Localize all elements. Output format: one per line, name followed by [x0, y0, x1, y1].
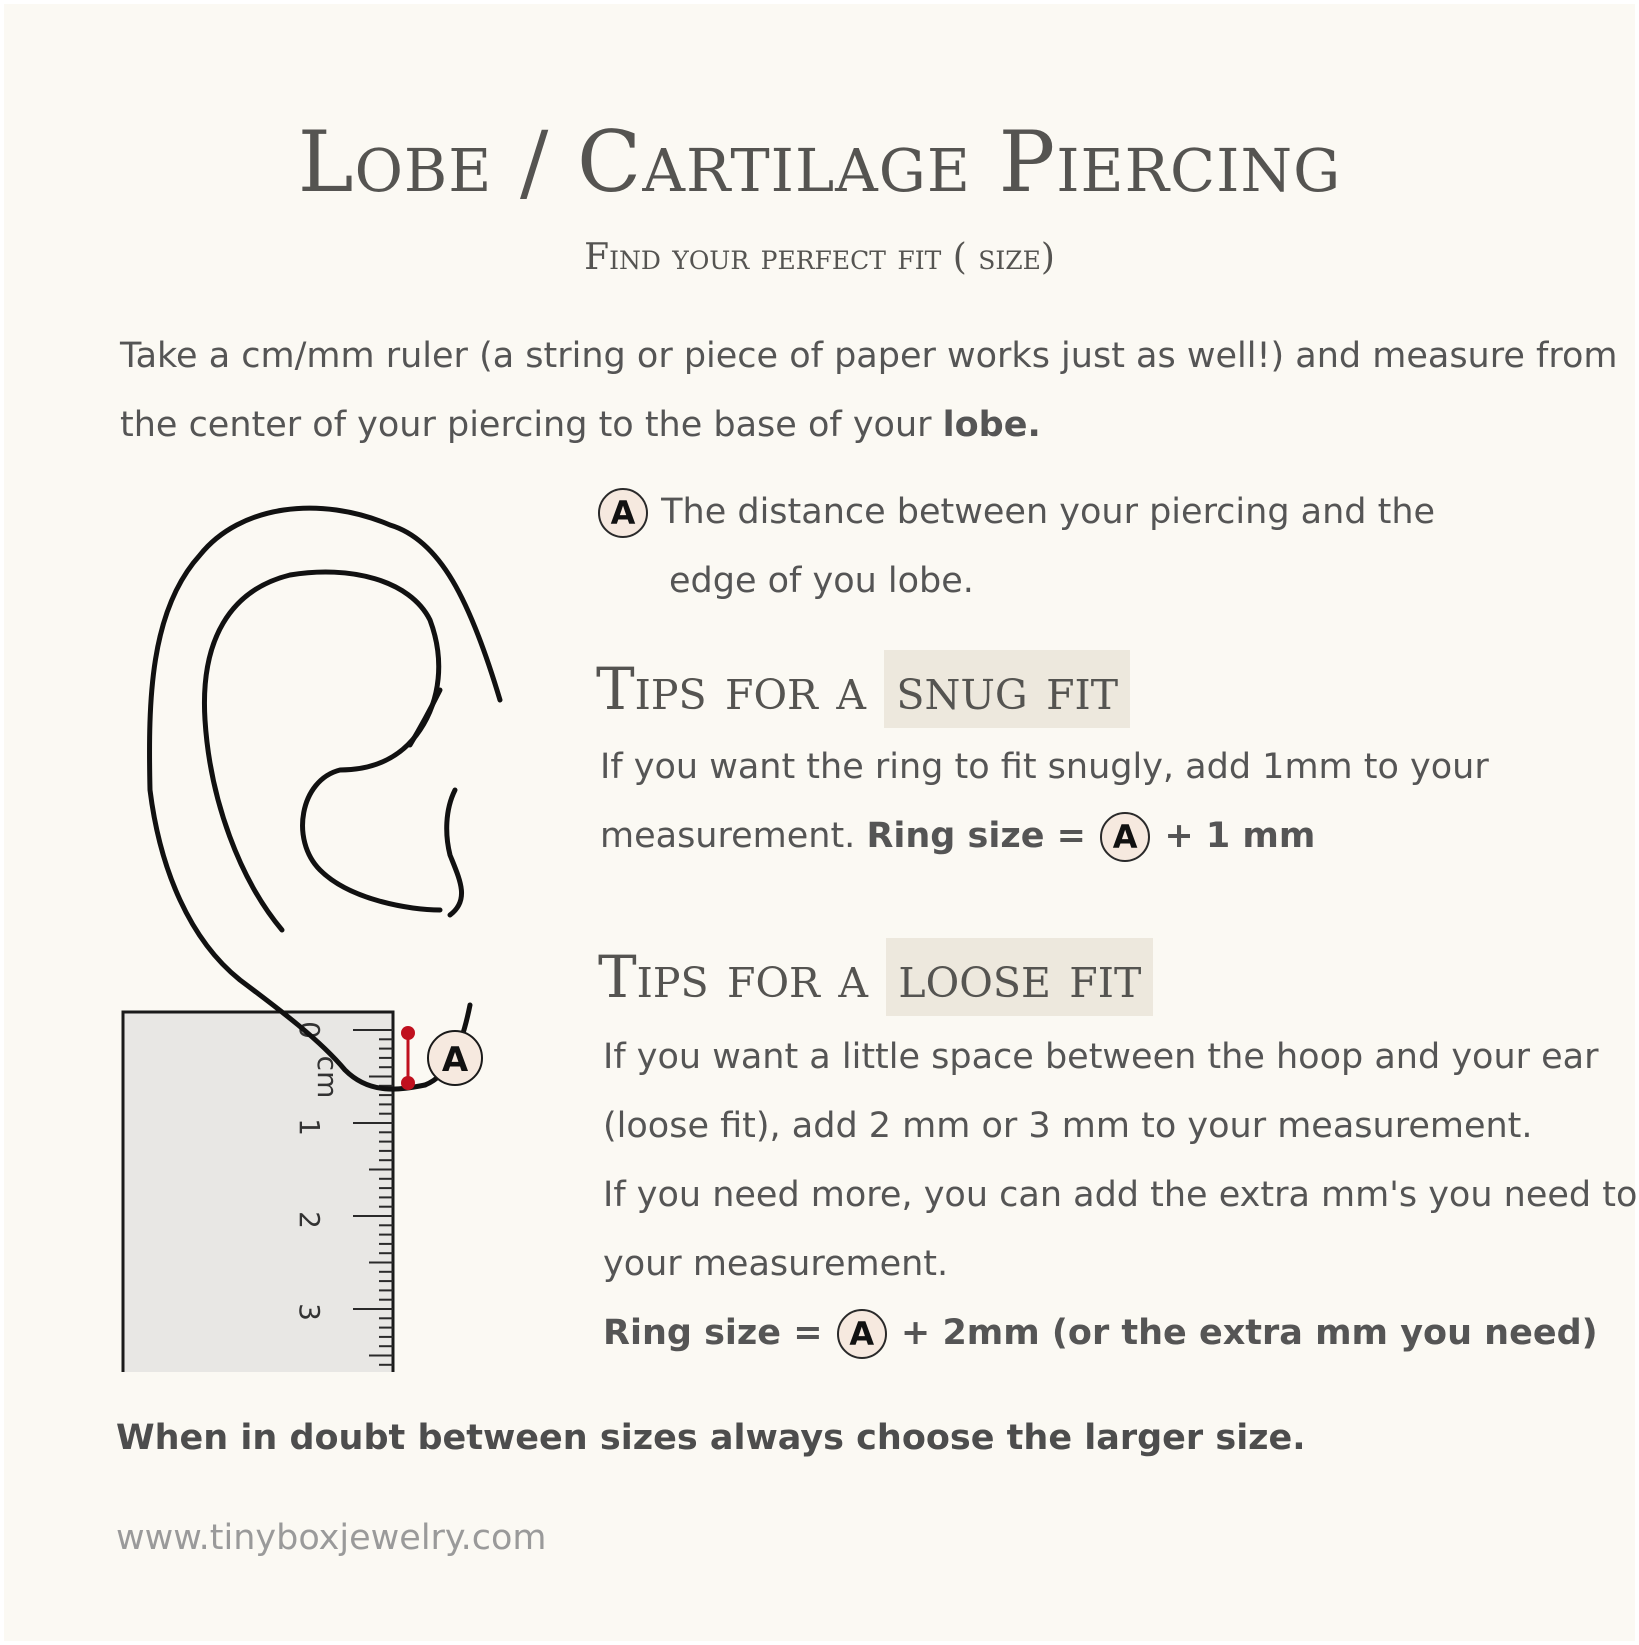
loose-line-1: If you want a little space between the hoop and your ear	[603, 1037, 1599, 1077]
loose-fit-heading: Tips for a loose fit	[598, 938, 1153, 1016]
loose-formula-suffix: + 2mm (or the extra mm you need)	[888, 1313, 1598, 1353]
marker-a-label: A	[441, 1040, 469, 1080]
definition-line-1: A The distance between your piercing and the	[596, 478, 1435, 547]
loose-fit-highlight: loose fit	[886, 938, 1153, 1016]
intro-line-2: the center of your piercing to the base of your lobe.	[120, 405, 1041, 445]
doubt-note: When in doubt between sizes always choose the larger size.	[116, 1418, 1306, 1458]
ruler-label-0: 0	[293, 1021, 326, 1039]
snug-fit-heading: Tips for a snug fit	[596, 650, 1130, 728]
website-link[interactable]: www.tinyboxjewelry.com	[116, 1518, 547, 1558]
loose-line-3: If you need more, you can add the extra mm's you need to	[603, 1175, 1638, 1215]
snug-formula-suffix: + 1 mm	[1152, 816, 1316, 856]
loose-line-2: (loose fit), add 2 mm or 3 mm to your measurement.	[603, 1106, 1533, 1146]
snug-line-2: measurement. Ring size = A + 1 mm	[600, 802, 1489, 871]
snug-formula-prefix: Ring size =	[866, 816, 1099, 856]
loose-fit-paragraph	[603, 1023, 1637, 1368]
ruler-label-3: 3	[293, 1303, 326, 1321]
definition-marker-a: A	[598, 488, 648, 538]
definition-line-2: edge of you lobe.	[669, 561, 974, 601]
ruler-body	[123, 1012, 393, 1372]
loose-formula	[603, 1299, 1637, 1368]
page-title: Lobe / Cartilage Piercing	[297, 113, 1342, 211]
ruler-label-1: 1	[293, 1118, 326, 1136]
ruler-unit-label: cm	[311, 1055, 344, 1099]
snug-fit-highlight: snug fit	[884, 650, 1130, 728]
loose-formula-prefix: Ring size =	[603, 1313, 835, 1353]
snug-fit-paragraph	[600, 733, 1489, 871]
snug-marker-a: A	[1100, 812, 1150, 862]
intro-bold-lobe: lobe.	[942, 405, 1041, 445]
measurement-marker	[401, 1026, 482, 1090]
ruler-label-2: 2	[293, 1211, 326, 1229]
snug-line-1: If you want the ring to fit snugly, add 1mm to your	[600, 747, 1489, 787]
definition-block	[596, 478, 1435, 616]
loose-line-4: your measurement.	[603, 1244, 949, 1284]
ear-outline	[150, 508, 500, 1089]
page-subtitle: Find your perfect fit ( size)	[584, 237, 1055, 278]
intro-line-1: Take a cm/mm ruler (a string or piece of paper works just as well!) and measure from	[120, 336, 1618, 376]
loose-marker-a: A	[837, 1309, 887, 1359]
